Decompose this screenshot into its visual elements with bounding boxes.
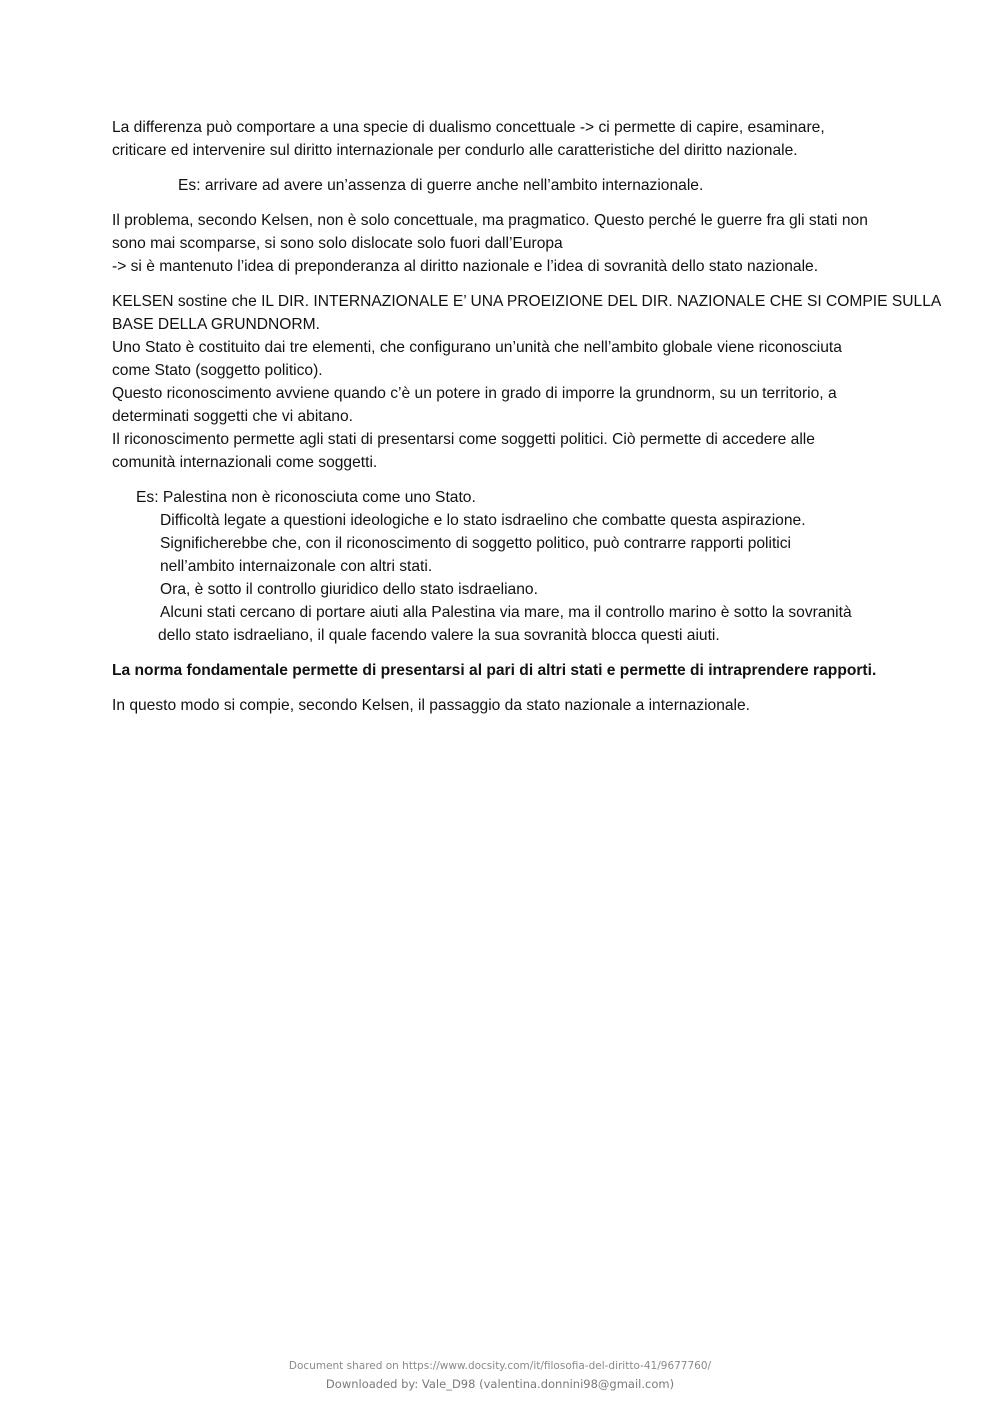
footer-shared-link[interactable]: Document shared on https://www.docsity.com/it/filosofia-del-diritto-41/9677760/ — [288, 1360, 712, 1372]
text-line: Difficoltà legate a questioni ideologiche e lo stato isdraelino che combatte questa aspirazione. — [160, 512, 806, 529]
paragraph-conclusion — [112, 694, 912, 717]
text-line: -> si è mantenuto l’idea di preponderanza al diritto nazionale e l’idea di sovranità dello stato nazionale. — [112, 258, 819, 275]
example-war-absence — [112, 174, 912, 197]
text-line: Il problema, secondo Kelsen, non è solo concettuale, ma pragmatico. Questo perché le guerre fra gli stati non — [112, 212, 868, 229]
text-line: Alcuni stati cercano di portare aiuti alla Palestina via mare, ma il controllo marino è sotto la sovranità — [160, 604, 852, 621]
text-line: Es: arrivare ad avere un’assenza di guerre anche nell’ambito internazionale. — [178, 177, 704, 194]
text-line: In questo modo si compie, secondo Kelsen, il passaggio da stato nazionale a internazionale. — [112, 697, 751, 714]
text-line: nell’ambito internaizonale con altri stati. — [160, 558, 433, 575]
paragraph-kelsen-grundnorm — [112, 290, 942, 474]
text-line: KELSEN sostine che IL DIR. INTERNAZIONALE E’ UNA PROEIZIONE DEL DIR. NAZIONALE CHE SI COMPIE SULLA — [112, 293, 942, 310]
text-line: comunità internazionali come soggetti. — [112, 454, 378, 471]
text-line: Uno Stato è costituito dai tre elementi, che configurano un’unità che nell’ambito globale viene riconosciuta — [112, 339, 842, 356]
example-palestine — [112, 486, 912, 647]
text-line: sono mai scomparse, si sono solo dislocate solo fuori dall’Europa — [112, 235, 563, 252]
text-line: Questo riconoscimento avviene quando c’è un potere in grado di imporre la grundnorm, su un territorio, a — [112, 385, 837, 402]
text-line: BASE DELLA GRUNDNORM. — [112, 316, 320, 333]
text-line: come Stato (soggetto politico). — [112, 362, 323, 379]
text-line: Ora, è sotto il controllo giuridico dello stato isdraeliano. — [160, 581, 538, 598]
paragraph-pragmatic-problem — [112, 209, 912, 278]
text-line: La norma fondamentale permette di presentarsi al pari di altri stati e permette di intraprendere rapporti. — [112, 662, 877, 679]
document-body — [112, 116, 942, 729]
text-line: Il riconoscimento permette agli stati di presentarsi come soggetti politici. Ciò permette di accedere alle — [112, 431, 815, 448]
example-heading: Es: Palestina non è riconosciuta come uno Stato. — [136, 489, 476, 506]
text-line: determinati soggetti che vi abitano. — [112, 408, 353, 425]
paragraph-fundamental-norm — [112, 659, 912, 682]
text-line: dello stato isdraeliano, il quale facendo valere la sua sovranità blocca questi aiuti. — [158, 627, 720, 644]
text-line: La differenza può comportare a una specie di dualismo concettuale -> ci permette di capire, esaminare, — [112, 119, 825, 136]
footer-downloaded-by: Downloaded by: Vale_D98 (valentina.donnini98@gmail.com) — [325, 1377, 675, 1391]
text-line: Significherebbe che, con il riconoscimento di soggetto politico, può contrarre rapporti politici — [160, 535, 792, 552]
paragraph-dualism — [112, 116, 912, 162]
text-line: criticare ed intervenire sul diritto internazionale per condurlo alle caratteristiche del diritto nazionale. — [112, 142, 798, 159]
